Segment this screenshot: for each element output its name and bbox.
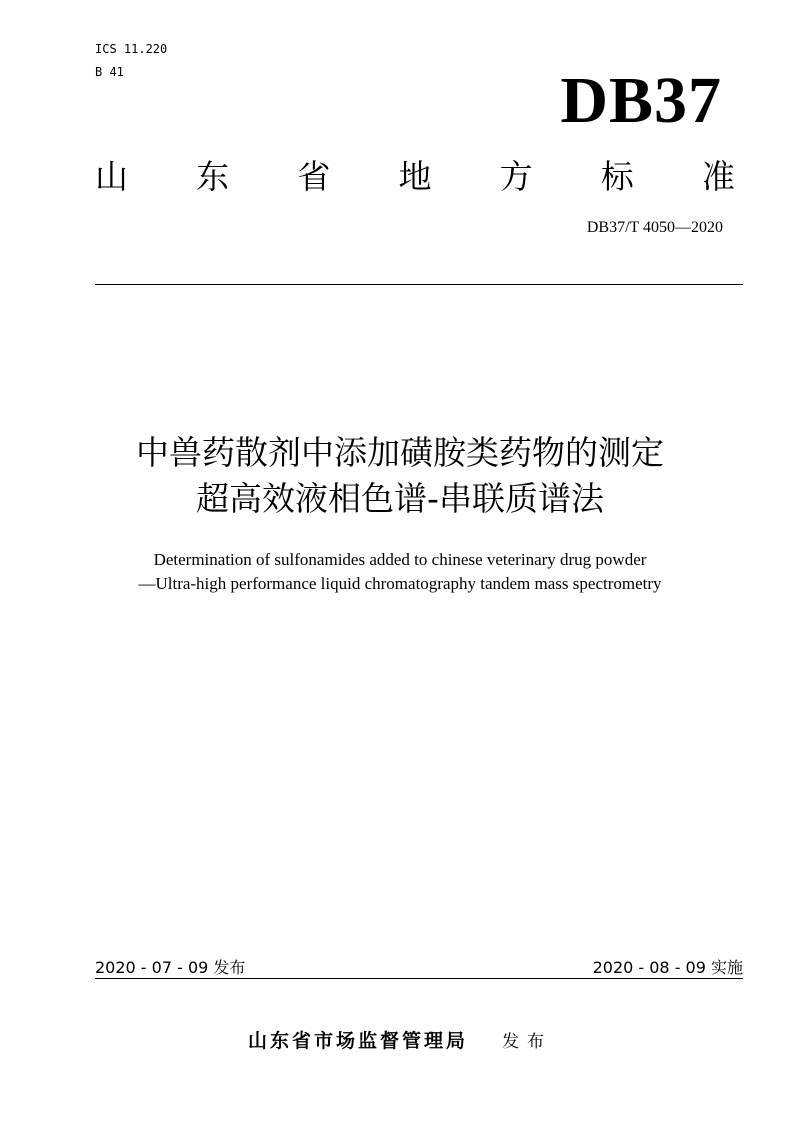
ics-code: ICS 11.220 (95, 42, 168, 56)
standard-type-char: 东 (196, 157, 230, 196)
implementation-date: 2020 - 08 - 09 实施 (592, 958, 743, 977)
chinese-title (0, 430, 800, 522)
top-divider (95, 284, 743, 285)
english-title-line: —Ultra-high performance liquid chromatography tandem mass spectrometry (138, 574, 662, 593)
issue-date: 2020 - 07 - 09 发布 (95, 958, 246, 977)
english-title (0, 548, 800, 596)
standard-type-char: 准 (701, 157, 735, 196)
chinese-title-line: 中兽药散剂中添加磺胺类药物的测定 (136, 433, 664, 472)
classification-code: B 41 (95, 65, 124, 79)
standard-type-char: 标 (600, 157, 634, 196)
standard-type-char: 山 (95, 157, 128, 196)
standard-type-char: 省 (297, 157, 331, 196)
standard-type-char: 方 (499, 157, 533, 196)
english-title-line: Determination of sulfonamides added to chinese veterinary drug powder (153, 550, 647, 569)
standard-type-char: 地 (398, 157, 432, 196)
bottom-divider (95, 978, 743, 979)
issuer-action: 发布 (502, 1032, 552, 1052)
chinese-title-line: 超高效液相色谱-串联质谱法 (196, 479, 604, 518)
standard-type-heading (95, 155, 735, 199)
issuer-block (0, 1028, 800, 1055)
standard-number: DB37/T 4050—2020 (586, 219, 723, 236)
db-code: DB37 (560, 64, 722, 137)
issuer-name: 山东省市场监督管理局 (247, 1030, 468, 1052)
